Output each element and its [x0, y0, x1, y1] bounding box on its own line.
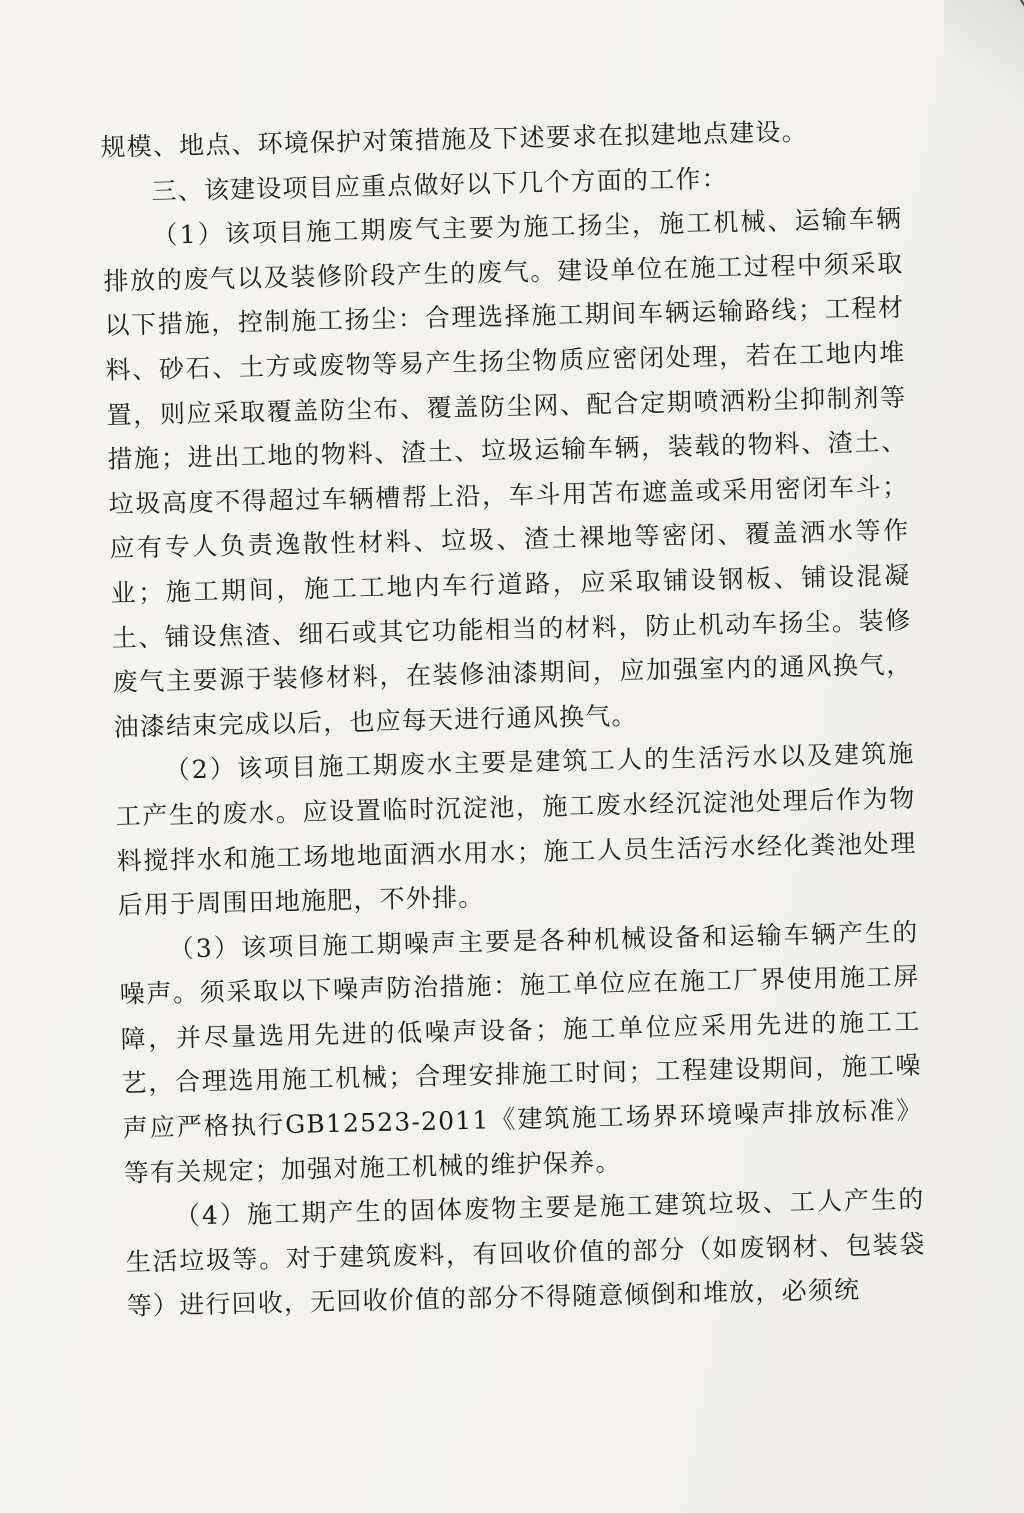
document-body — [100, 108, 927, 1330]
paragraph-waste-gas: （1）该项目施工期废气主要为施工扬尘，施工机械、运输车辆排放的废气以及装修阶段产生的废气。建设单位在施工过程中须采取以下措施，控制施工扬尘：合理选择施工期间车辆运输路线；工程材料、砂石、土方或废物等易产生扬尘物质应密闭处理，若在工地内堆置，则应采取覆盖防尘布、覆盖防尘网、配合定期喷洒粉尘抑制剂等措施；进出工地的物料、渣土、垃圾运输车辆，装载的物料、渣土、垃圾高度不得超过车辆槽帮上沿，车斗用苫布遮盖或采用密闭车斗；应有专人负责逸散性材料、垃圾、渣土裸地等密闭、覆盖洒水等作业；施工期间，施工工地内车行道路，应采取铺设钢板、铺设混凝土、铺设焦渣、细石或其它功能相当的材料，防止机动车扬尘。装修废气主要源于装修材料，在装修油漆期间，应加强室内的通风换气，油漆结束完成以后，也应每天进行通风换气。 — [103, 204, 913, 742]
section-heading: 三、该建设项目应重点做好以下几个方面的工作： — [151, 163, 729, 206]
paragraph-solid-waste: （4）施工期产生的固体废物主要是施工建筑垃圾、工人产生的生活垃圾等。对于建筑废料，有回收价值的部分（如废钢材、包装袋等）进行回收，无回收价值的部分不得随意倾倒和堆放，必须统 — [125, 1184, 926, 1322]
continuation-line: 规模、地点、环境保护对策措施及下述要求在拟建地点建设。 — [100, 116, 809, 162]
paragraph-waste-water: （2）该项目施工期废水主要是建筑工人的生活污水以及建筑施工产生的废水。应设置临时沉淀池，施工废水经沉淀池处理后作为物料搅拌水和施工场地地面洒水用水；施工人员生活污水经化粪池处理后用于周围田地施肥，不外排。 — [115, 739, 917, 920]
page-corner-fold — [944, 0, 1024, 130]
paragraph-noise: （3）该项目施工期噪声主要是各种机械设备和运输车辆产生的噪声。须采取以下噪声防治措施：施工单位应在施工厂界使用施工屏障，并尽量选用先进的低噪声设备；施工单位应采用先进的施工工艺，合理选用施工机械；合理安排施工时间；工程建设期间，施工噪声应严格执行GB12523-2011《建筑施工场界环境噪声排放标准》等有关规定；加强对施工机械的维护保养。 — [119, 917, 923, 1188]
